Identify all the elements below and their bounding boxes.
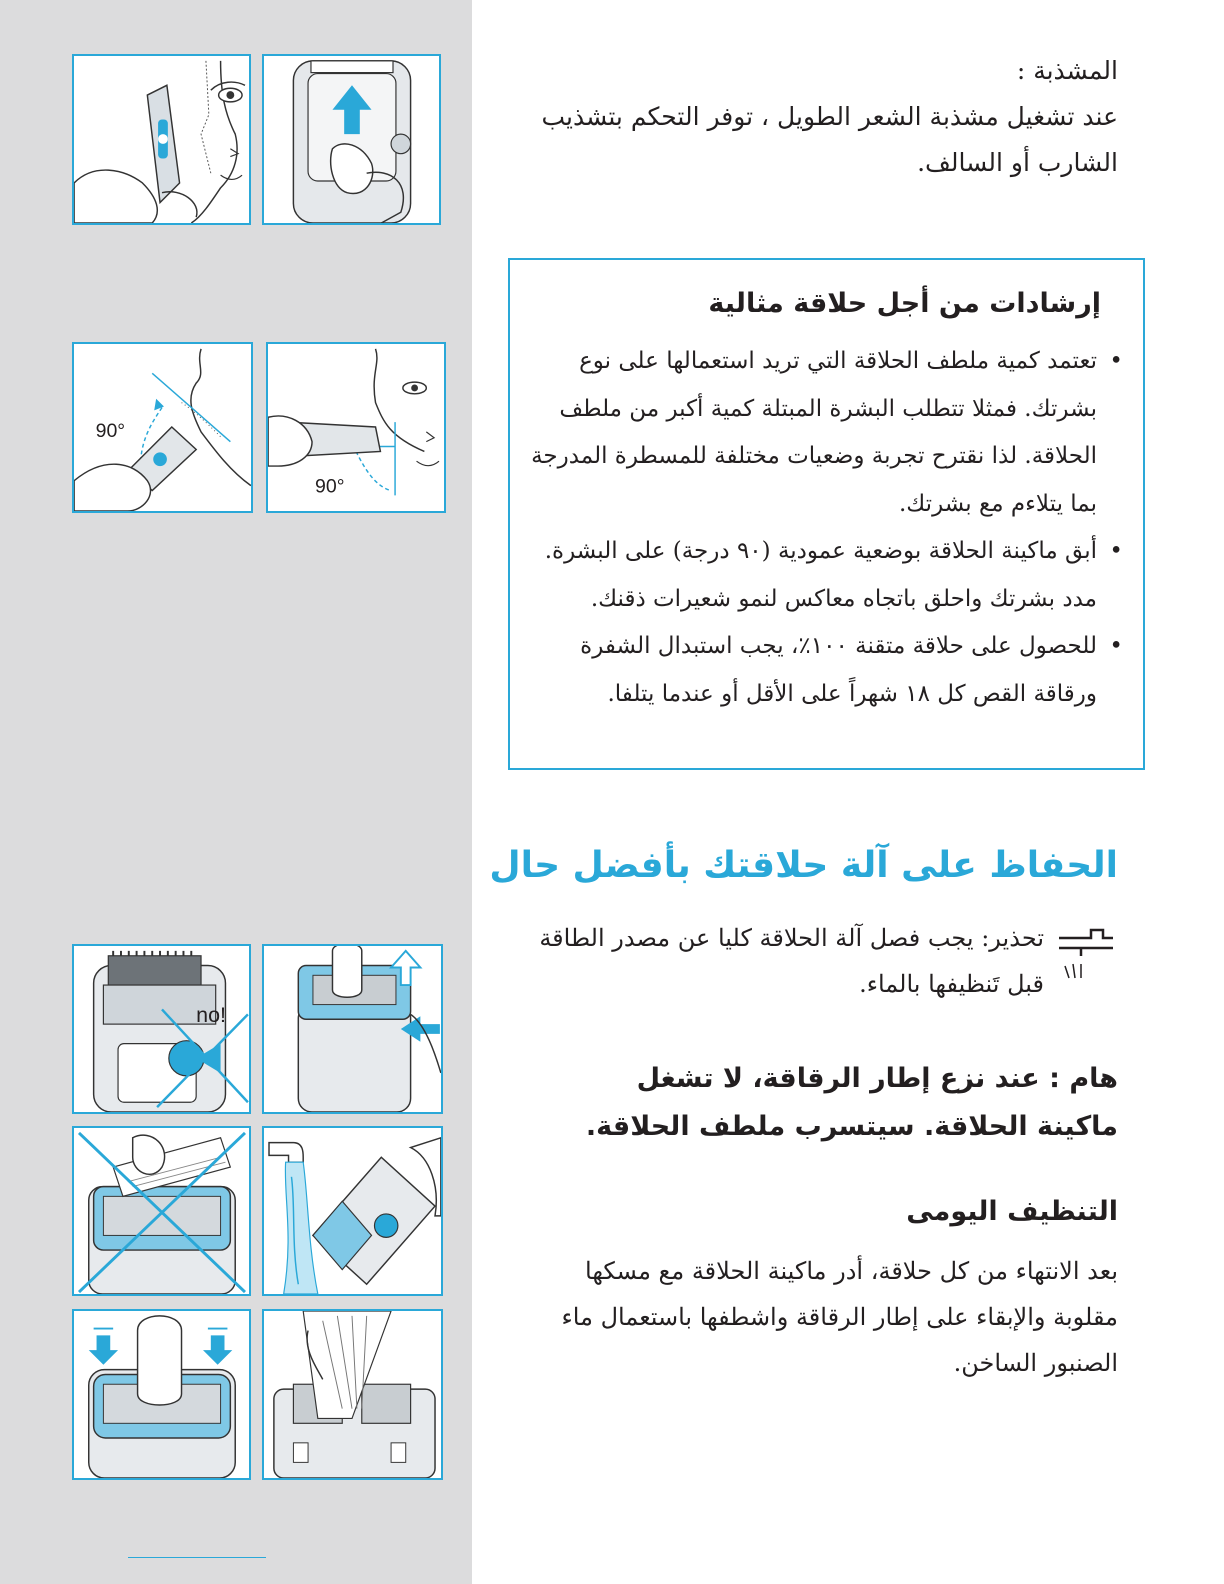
unplug-warning-icon bbox=[1055, 918, 1117, 990]
figure-remove-foil-frame bbox=[262, 944, 443, 1114]
tip-item: • للحصول على حلاقة متقنة ١٠٠٪، يجب استبدال الشفرة ورقاقة القص كل ١٨ شهراً على الأقل أو عندما يتلفا. bbox=[523, 623, 1123, 718]
figure-press-foil-frame-down bbox=[72, 1309, 251, 1480]
tip-item: • أبق ماكينة الحلاقة بوضعية عمودية (٩٠ درجة) على البشرة. مدد بشرتك واحلق باتجاه معاكس لنمو شعيرات ذقنك. bbox=[523, 528, 1123, 623]
footer-rule bbox=[128, 1557, 266, 1558]
figure-trimmer-on-sideburn bbox=[72, 54, 251, 225]
shaving-tips-box bbox=[508, 258, 1145, 770]
important-note: هام : عند نزع إطار الرقاقة، لا تشغل ماكينة الحلاقة. سيتسرب ملطف الحلاقة. bbox=[585, 1063, 1118, 1142]
figure-shave-neck-90 bbox=[72, 342, 253, 513]
warning-text: تحذير: يجب فصل آلة الحلاقة كليا عن مصدر الطاقة قبل تَنظيفها بالماء. bbox=[539, 924, 1044, 998]
tip-item: • تعتمد كمية ملطف الحلاقة التي تريد استعمالها على نوع بشرتك. فمثلا تتطلب البشرة المبتلة كمية أكبر من ملطف الحلاقة. لذا نقترح تجربة وضعيات مختلفة للمسطرة المدرجة بما يتلاءم مع بشرتك. bbox=[523, 338, 1123, 528]
daily-cleaning-body: بعد الانتهاء من كل حلاقة، أدر ماكينة الحلاقة مع مسكها مقلوبة والإبقاء على إطار الرقاقة واشطفها باستعمال ماء الصنبور الساخن. bbox=[561, 1257, 1118, 1377]
daily-cleaning-title: التنظيف اليومى bbox=[906, 1196, 1118, 1227]
figure-brush-cutter-block bbox=[262, 1309, 443, 1480]
trimmer-title: المشذبة : bbox=[1016, 56, 1118, 85]
angle-label-right: 90° bbox=[314, 475, 345, 498]
figure-foil-frame-do-not-press bbox=[72, 944, 251, 1114]
tips-title: إرشادات من أجل حلاقة مثالية bbox=[708, 288, 1101, 319]
tips-list bbox=[523, 338, 1123, 718]
angle-label-left: 90° bbox=[95, 419, 126, 442]
care-section-heading: الحفاظ على آلة حلاقتك بأفضل حال bbox=[489, 845, 1118, 886]
trimmer-section bbox=[518, 48, 1118, 186]
trimmer-body: عند تشغيل مشذبة الشعر الطويل ، توفر التحكم بتشذيب الشارب أو السالف. bbox=[541, 102, 1118, 177]
figure-do-not-brush-foil bbox=[72, 1126, 251, 1296]
no-label: no! bbox=[196, 1003, 227, 1028]
figure-rinse-under-tap bbox=[262, 1126, 443, 1296]
figure-shave-cheek-90 bbox=[266, 342, 446, 513]
figure-trimmer-push-up bbox=[262, 54, 441, 225]
